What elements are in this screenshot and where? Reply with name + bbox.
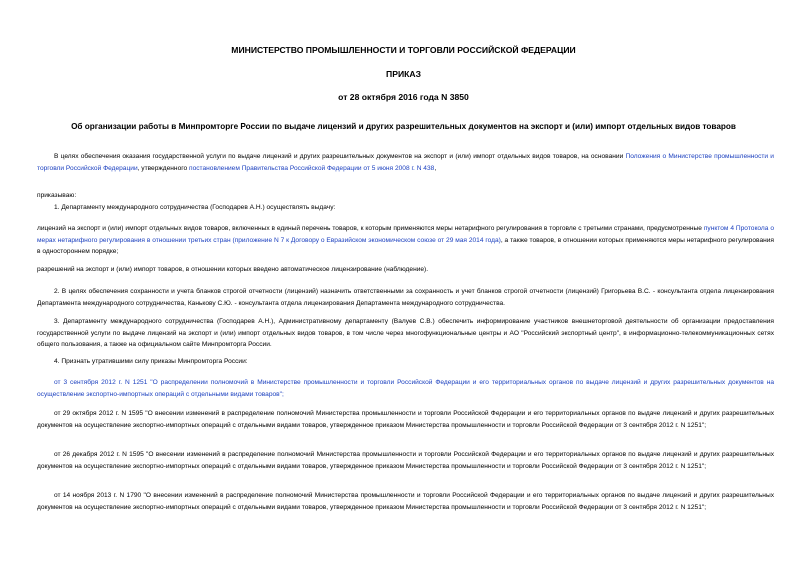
item-4a-link[interactable]: от 3 сентября 2012 г. N 1251 "О распределении полномочий в Министерстве промышленности и торговли Российской Федерации и его территориальных органов по выдаче лицензий и других разрешительных документов на осуществление экспортно-импортных операций с отдельными видами товаров"; [37, 379, 774, 398]
item-1a-text-2: , а также товаров, в отношении которых применяются меры нетарифного регулирования в одностороннем порядке; [37, 236, 775, 255]
government-decree-link[interactable]: постановлением Правительства Российской Федерации от 5 июня 2008 г. N 438 [189, 164, 435, 172]
ministry-heading: МИНИСТЕРСТВО ПРОМЫШЛЕННОСТИ И ТОРГОВЛИ РОССИЙСКОЙ ФЕДЕРАЦИИ [231, 45, 576, 55]
item-4: 4. Признать утратившими силу приказы Минпромторга России: [54, 358, 248, 365]
item-1b: разрешений на экспорт и (или) импорт товаров, в отношении которых введено автоматическое лицензирование (наблюдение). [37, 266, 429, 273]
doc-type-heading: ПРИКАЗ [386, 69, 421, 79]
intro-text-2: , утвержденного [137, 164, 190, 172]
item-2: 2. В целях обеспечения сохранности и учета бланков строгой отчетности (лицензий) назначить ответственными за сохранность и учет бланков строгой отчетности (лицензий) Григорьева В.С. - консультанта отдела лицензирования Департамента международного сотрудничества, Канькову С.Ю. - консультанта отдела лицензирования Департамента международного сотрудничества. [37, 288, 774, 307]
item-4c: от 26 декабря 2012 г. N 1595 "О внесении изменений в распределение полномочий Министерства промышленности и торговли Российской Федерации и его территориальных органов по выдаче лицензий и других разрешительных документов на осуществление экспортно-импортных операций с отдельными видами товаров, утвержденное приказом Министерства промышленности и торговли Российской Федерации от 3 сентября 2012 г. N 1251"; [37, 451, 774, 470]
item-1a-text-1: лицензий на экспорт и (или) импорт отдельных видов товаров, включенных в единый перечень товаров, к которым применяются меры нетарифного регулирования в торговле с третьими странами, предусмотренные [37, 225, 704, 232]
intro-text-1: В целях обеспечения оказания государственной услуги по выдаче лицензий и других разрешительных документов на экспорт и (или) импорт отдельных видов товаров, на основании [54, 153, 626, 160]
item-3: 3. Департаменту международного сотрудничества (Господарев А.Н.), Административному департаменту (Валуев С.В.) обеспечить информирование участников внешнеторговой деятельности об организации предоставления государственной услуги по выдаче лицензий на экспорт и (или) импорт отдельных видов товаров, в том числе через многофункциональные центры и АО "Российский экспортный центр", в информационно-телекоммуникационных сетях общего пользования, а также на официальном сайте Минпромторга России. [37, 318, 774, 348]
order-word: приказываю: [37, 192, 77, 199]
protocol-link[interactable]: пунктом 4 Протокола о мерах нетарифного регулирования в отношении третьих стран (приложение N 7 к Договору о Евразийском экономическом союзе от 29 мая 2014 года) [37, 225, 775, 244]
regulation-link[interactable]: Положения о Министерстве промышленности и торговли Российской Федерации [37, 153, 774, 172]
item-1a [37, 223, 774, 258]
item-1: 1. Департаменту международного сотрудничества (Господарев А.Н.) осуществлять выдачу: [54, 204, 336, 211]
item-4b: от 29 октября 2012 г. N 1595 "О внесении изменений в распределение полномочий Министерства промышленности и торговли Российской Федерации и его территориальных органов по выдаче лицензий и других разрешительных документов на осуществление экспортно-импортных операций с отдельными видами товаров, утвержденное приказом Министерства промышленности и торговли Российской Федерации от 3 сентября 2012 г. N 1251"; [37, 410, 774, 429]
intro-paragraph [37, 151, 774, 174]
item-4d: от 14 ноября 2013 г. N 1790 "О внесении изменений в распределение полномочий Министерства промышленности и торговли Российской Федерации и его территориальных органов по выдаче лицензий и других разрешительных документов на осуществление экспортно-импортных операций с отдельными видами товаров, утвержденное приказом Министерства промышленности и торговли Российской Федерации от 3 сентября 2012 г. N 1251"; [37, 492, 774, 511]
intro-text-3: , [434, 164, 437, 172]
date-number-heading: от 28 октября 2016 года N 3850 [338, 92, 469, 102]
document-title: Об организации работы в Минпромторге России по выдаче лицензий и других разрешительных документов на экспорт и (или) импорт отдельных видов товаров [71, 122, 736, 131]
